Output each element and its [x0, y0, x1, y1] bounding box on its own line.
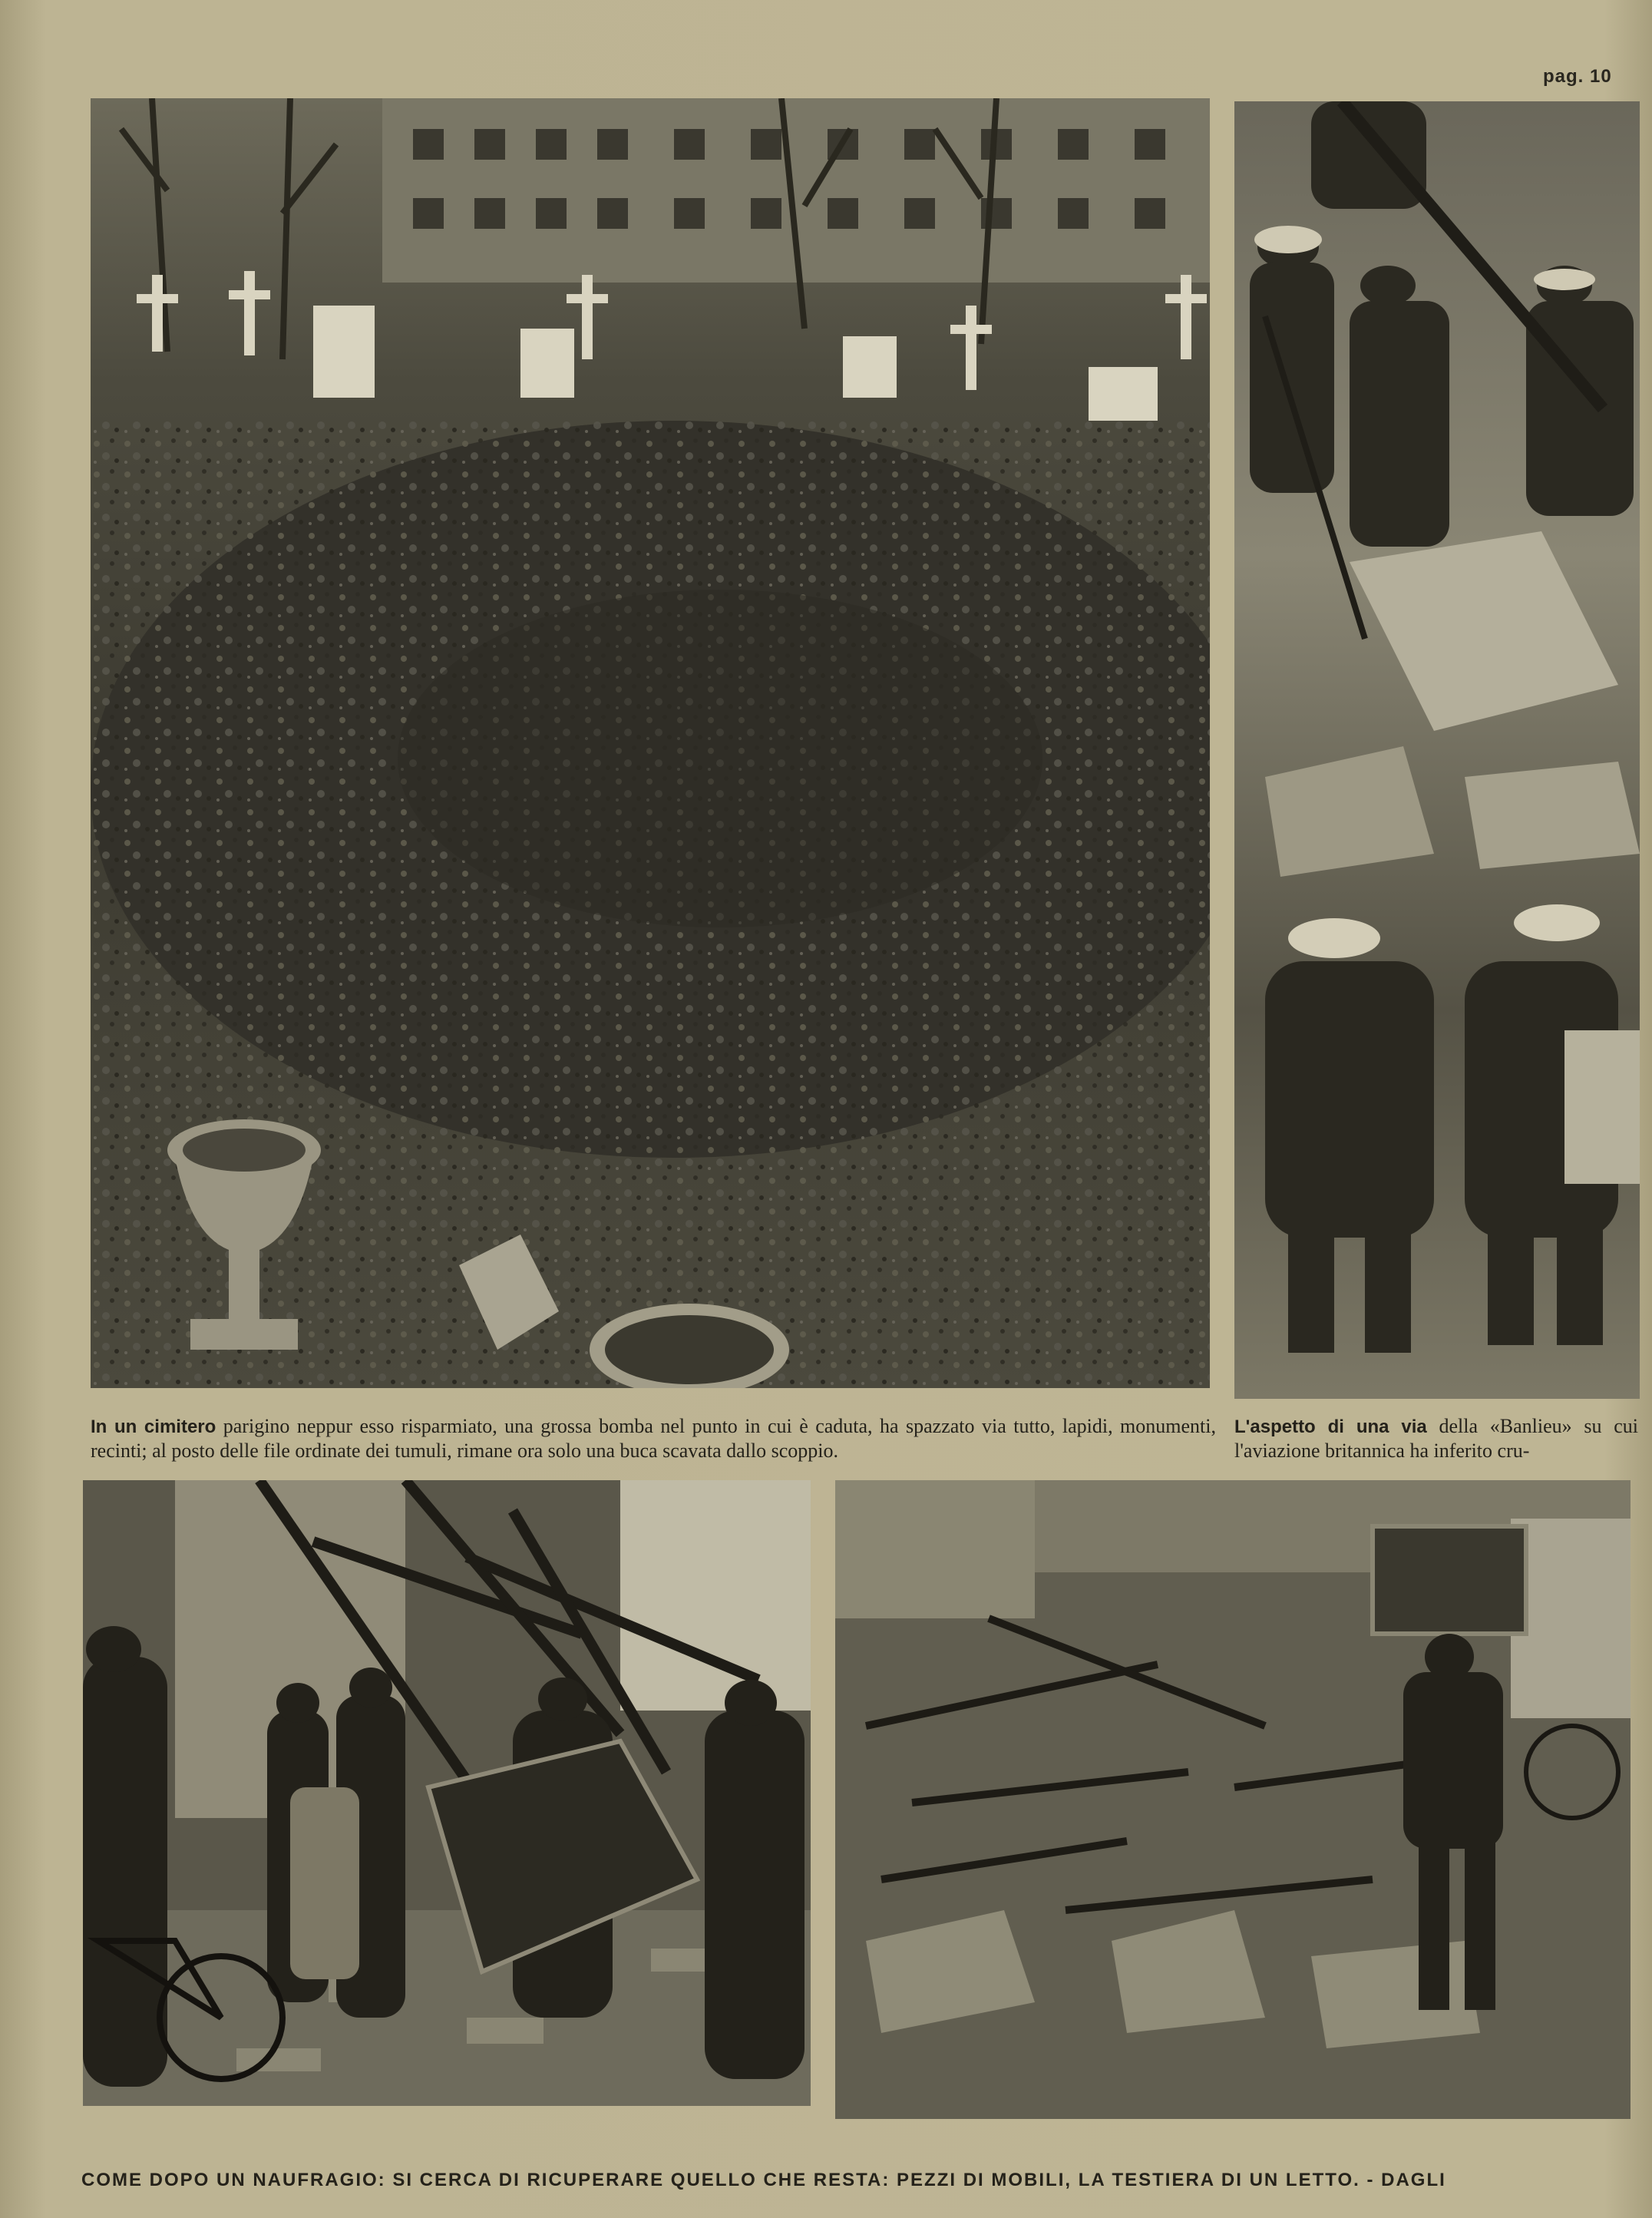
- photo-man-carrying-furniture-icon: [835, 1480, 1631, 2119]
- caption-street-text: della «Banlieu» su cui l'aviazione britannica ha inferito cru-: [1234, 1415, 1638, 1462]
- caption-cemetery-text: parigino neppur esso risparmiato, una grossa bomba nel punto in cui è caduta, ha spazzato via tutto, lapidi, monumenti, recinti; al posto delle file ordinate dei tumuli, rimane ora solo una buca scavata dallo scoppio.: [91, 1415, 1216, 1462]
- photo-family-salvage-icon: [83, 1480, 811, 2106]
- caption-cemetery: [91, 1414, 1216, 1463]
- bottom-banner-caption: COME DOPO UN NAUFRAGIO: SI CERCA DI RICUPERARE QUELLO CHE RESTA: PEZZI DI MOBILI, LA TESTIERA DI UN LETTO. - DAGLI: [81, 2170, 1446, 2190]
- caption-street-lead: L'aspetto di una via: [1234, 1416, 1427, 1437]
- page-number: pag. 10: [1543, 66, 1612, 87]
- photo-cemetery-crater-icon: [91, 98, 1210, 1388]
- caption-street: [1234, 1414, 1638, 1463]
- caption-cemetery-lead: In un cimitero: [91, 1416, 216, 1437]
- photo-workers-rubble-icon: [1234, 101, 1640, 1399]
